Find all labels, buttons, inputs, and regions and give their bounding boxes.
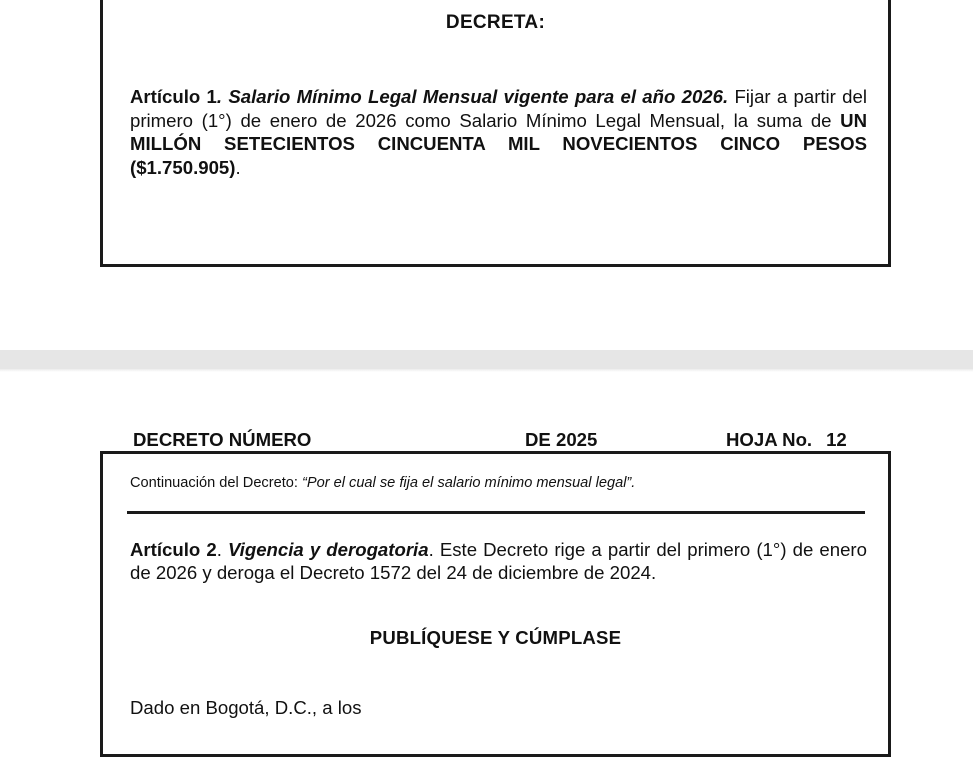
article-1 xyxy=(130,85,867,179)
decreta-heading: DECRETA: xyxy=(445,12,546,33)
article-1-end: . xyxy=(235,156,241,178)
page-separator xyxy=(0,350,973,369)
sheet-number-value: 12 xyxy=(826,429,847,450)
article-2-separator: . xyxy=(216,539,228,560)
continuation-line xyxy=(130,474,635,492)
article-1-text: Fijar a partir del primero (1°) de enero de 2026 como Salario Mínimo Legal Mensual, la suma de xyxy=(130,86,867,131)
article-1-label: Artículo 1 xyxy=(130,86,217,107)
article-1-separator: . xyxy=(216,86,229,107)
given-in-line: Dado en Bogotá, D.C., a los xyxy=(130,697,362,718)
article-2-title: Vigencia y derogatoria xyxy=(227,539,429,560)
decree-number-label: DECRETO NÚMERO xyxy=(133,429,312,450)
article-1-amount: UN MILLÓN SETECIENTOS CINCUENTA MIL NOVECIENTOS CINCO PESOS ($1.750.905) xyxy=(130,109,867,178)
sheet-number xyxy=(726,429,847,451)
article-frame-page-2 xyxy=(100,451,891,757)
article-2-text: . Este Decreto rige a partir del primero (1°) de enero de 2026 y deroga el Decreto 1572 del 24 de diciembre de 2024. xyxy=(130,539,867,583)
page-separator-shadow xyxy=(0,369,973,372)
article-1-title: Salario Mínimo Legal Mensual vigente para el año 2026. xyxy=(228,86,729,107)
article-2 xyxy=(130,538,867,584)
decree-year-label: DE 2025 xyxy=(525,429,598,450)
continuation-divider xyxy=(127,511,865,514)
closing-formula: PUBLÍQUESE Y CÚMPLASE xyxy=(369,627,622,648)
continuation-label: Continuación del Decreto: xyxy=(130,475,302,491)
article-frame-page-1 xyxy=(100,0,891,267)
continuation-title: “Por el cual se fija el salario mínimo mensual legal”. xyxy=(301,475,636,491)
sheet-label: HOJA No. xyxy=(726,429,813,450)
article-2-label: Artículo 2 xyxy=(130,539,217,560)
